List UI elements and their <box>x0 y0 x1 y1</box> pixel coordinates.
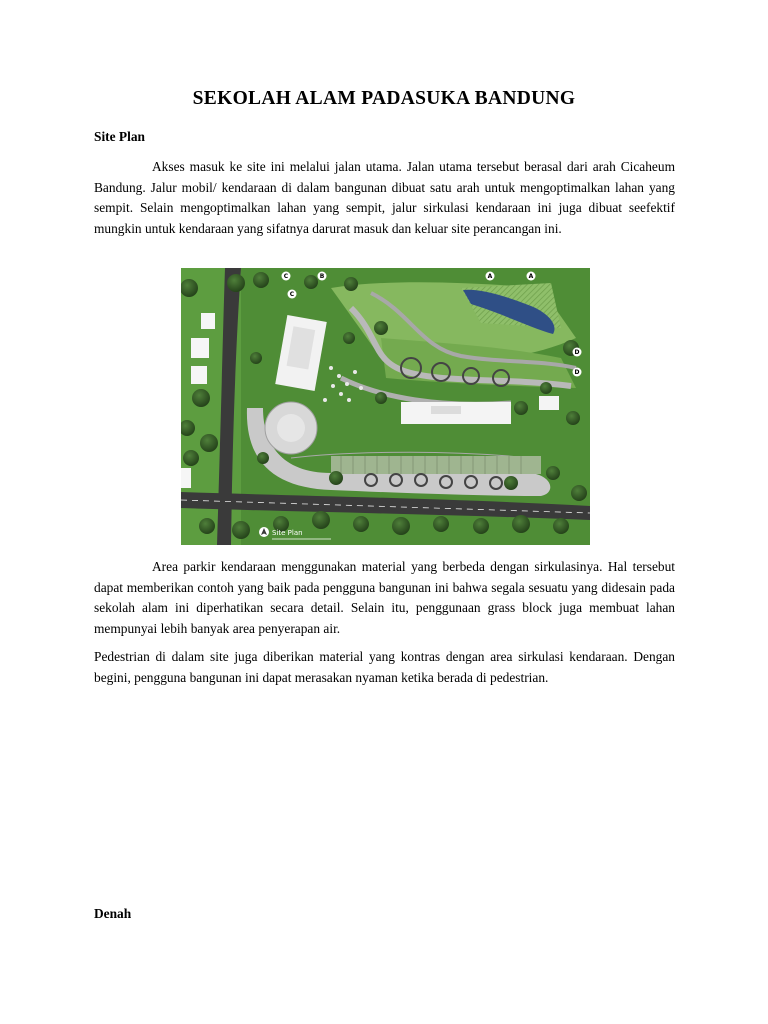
site-plan-image <box>181 268 590 545</box>
marker-a-2: A <box>528 273 534 280</box>
heading-denah: Denah <box>94 906 132 921</box>
marker-a-1: A <box>487 273 493 280</box>
marker-b: B <box>319 273 325 280</box>
marker-c-1: C <box>289 291 295 298</box>
marker-d-1: D <box>574 349 580 356</box>
marker-d-2: D <box>574 369 580 376</box>
marker-c-2: C <box>283 273 289 280</box>
page-title: SEKOLAH ALAM PADASUKA BANDUNG <box>192 88 576 109</box>
heading-site-plan: Site Plan <box>94 129 145 144</box>
paragraph-pedestrian: Pedestrian di dalam site juga diberikan material yang kontras dengan area sirkulasi kendaraan. Dengan begini, pengguna bangunan ini dapat merasakan nyaman ketika berada di pedestrian. <box>94 649 675 685</box>
site-plan-label: Site Plan <box>272 529 303 537</box>
paragraph-parking: Area parkir kendaraan menggunakan material yang berbeda dengan sirkulasinya. Hal tersebut dapat memberikan contoh yang baik pada pengguna bangunan ini bahwa segala sesuatu yang didesain pada sekolah alam ini diperhatikan secara detail. Selain itu, penggunaan grass block juga membuat lahan mempunyai lebih banyak area penyerapan air. <box>94 559 675 636</box>
paragraph-access: Akses masuk ke site ini melalui jalan utama. Jalan utama tersebut berasal dari arah Cicaheum Bandung. Jalur mobil/ kendaraan di dalam bangunan dibuat satu arah untuk mengoptimalkan lahan yang sempit. Selain mengoptimalkan lahan yang sempit, jalur sirkulasi kendaraan ini juga dibuat seefektif mungkin untuk kendaraan yang sifatnya darurat masuk dan keluar site perancangan ini. <box>94 159 675 236</box>
